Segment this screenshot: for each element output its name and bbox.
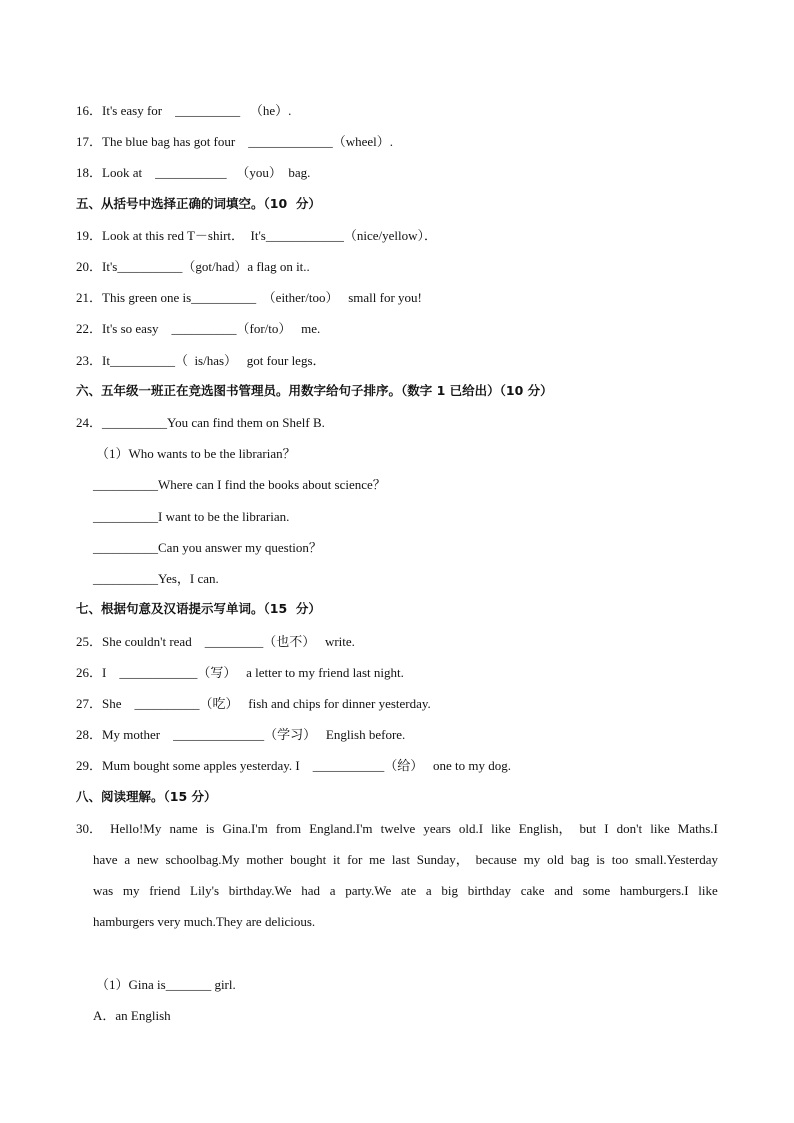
q25: 25．She couldn't read _________（也不） write. <box>76 634 355 649</box>
passage-word: was <box>93 883 114 898</box>
passage-word: old <box>547 852 564 867</box>
passage-word: have <box>93 852 118 867</box>
passage-word: name <box>169 821 198 836</box>
q22: 22．It's so easy __________（for/to） me. <box>76 321 321 336</box>
passage-word: and <box>554 883 574 898</box>
section-8-heading: 八、阅读理解。（15 分） <box>76 789 217 804</box>
passage-word: cake <box>520 883 545 898</box>
q19: 19．Look at this red T－shirt． It's____________（nice/yellow）． <box>76 228 438 243</box>
q30-option-a: A．an English <box>93 1008 171 1023</box>
passage-word: party.We <box>345 883 392 898</box>
passage-word: some <box>582 883 611 898</box>
passage-word: don't <box>616 821 643 836</box>
q23: 23．It__________（ is/has） got four legs． <box>76 353 326 368</box>
passage-word: had <box>301 883 320 898</box>
passage-word: like <box>491 821 511 836</box>
passage-word: a <box>425 883 432 898</box>
section-7-heading: 七、根据句意及汉语提示写单词。（15 分） <box>76 601 321 616</box>
passage-word: but <box>579 821 597 836</box>
passage-word: from <box>275 821 302 836</box>
passage-word: my <box>122 883 140 898</box>
passage-word: small.Yesterday <box>635 852 718 867</box>
passage-word: England.I'm <box>309 821 373 836</box>
passage-word: last <box>391 852 410 867</box>
passage-word: is <box>596 852 605 867</box>
q24-item-4: __________Can you answer my question？ <box>93 540 322 555</box>
passage-line-2 <box>93 852 718 868</box>
passage-word: because <box>475 852 517 867</box>
passage-word: English， <box>518 821 572 836</box>
q17: 17．The blue bag has got four _____________（wheel）. <box>76 134 394 149</box>
section-6-heading: 六、五年级一班正在竞选图书管理员。用数字给句子排序。（数字 1 已给出）（10 分） <box>76 383 553 398</box>
passage-word: me <box>369 852 386 867</box>
passage-word: a <box>329 883 336 898</box>
passage-word: new <box>137 852 159 867</box>
passage-word: friend <box>149 883 181 898</box>
q21: 21．This green one is__________ （either/too） small for you! <box>76 290 422 305</box>
q24-item-5: __________Yes，I can. <box>93 571 219 586</box>
passage-word: like <box>698 883 718 898</box>
passage-word: schoolbag.My <box>165 852 240 867</box>
q24-item-2: __________Where can I find the books about science？ <box>93 477 386 492</box>
passage-word: like <box>650 821 670 836</box>
q26: 26．I ____________（写） a letter to my friend last night. <box>76 665 404 680</box>
passage-word: years <box>423 821 451 836</box>
q18: 18．Look at ___________ （you） bag. <box>76 165 311 180</box>
q24: 24．__________You can find them on Shelf B. <box>76 415 325 430</box>
passage-line-4: hamburgers very much.They are delicious. <box>93 914 316 929</box>
passage-word: too <box>611 852 629 867</box>
passage-word: birthday <box>467 883 512 898</box>
passage-line-3 <box>93 883 718 899</box>
passage-word: bag <box>570 852 590 867</box>
passage-word: Sunday， <box>416 852 469 867</box>
passage-word: a <box>124 852 131 867</box>
passage-word: I <box>604 821 609 836</box>
passage-word: ate <box>401 883 417 898</box>
passage-word: it <box>333 852 341 867</box>
q16: 16．It's easy for __________ （he）. <box>76 103 292 118</box>
q27: 27．She __________（吃） fish and chips for dinner yesterday. <box>76 696 431 711</box>
q20: 20．It's__________（got/had）a flag on it.. <box>76 259 310 274</box>
passage-word: mother <box>246 852 284 867</box>
q29: 29．Mum bought some apples yesterday. I ___________（给） one to my dog. <box>76 758 511 773</box>
q30-sub-question-1: （1）Gina is_______ girl. <box>96 977 236 992</box>
passage-word: Lily's <box>190 883 220 898</box>
passage-line-1 <box>76 821 718 837</box>
passage-word: hamburgers.I <box>619 883 689 898</box>
passage-word: is <box>205 821 215 836</box>
section-5-heading: 五、从括号中选择正确的词填空。（10 分） <box>76 196 321 211</box>
passage-word: for <box>347 852 363 867</box>
passage-word: Maths.I <box>677 821 718 836</box>
q24-item-1: （1）Who wants to be the librarian？ <box>96 446 296 461</box>
passage-word: birthday.We <box>228 883 292 898</box>
passage-word: Hello!My <box>110 821 162 836</box>
passage-word: twelve <box>380 821 416 836</box>
passage-word: big <box>441 883 458 898</box>
passage-word: bought <box>290 852 327 867</box>
passage-word: old.I <box>458 821 484 836</box>
passage-word: 30． <box>76 821 103 836</box>
q28: 28．My mother ______________（学习） English before. <box>76 727 406 742</box>
q24-item-3: __________I want to be the librarian. <box>93 509 290 524</box>
passage-word: my <box>523 852 541 867</box>
passage-word: Gina.I'm <box>222 821 268 836</box>
